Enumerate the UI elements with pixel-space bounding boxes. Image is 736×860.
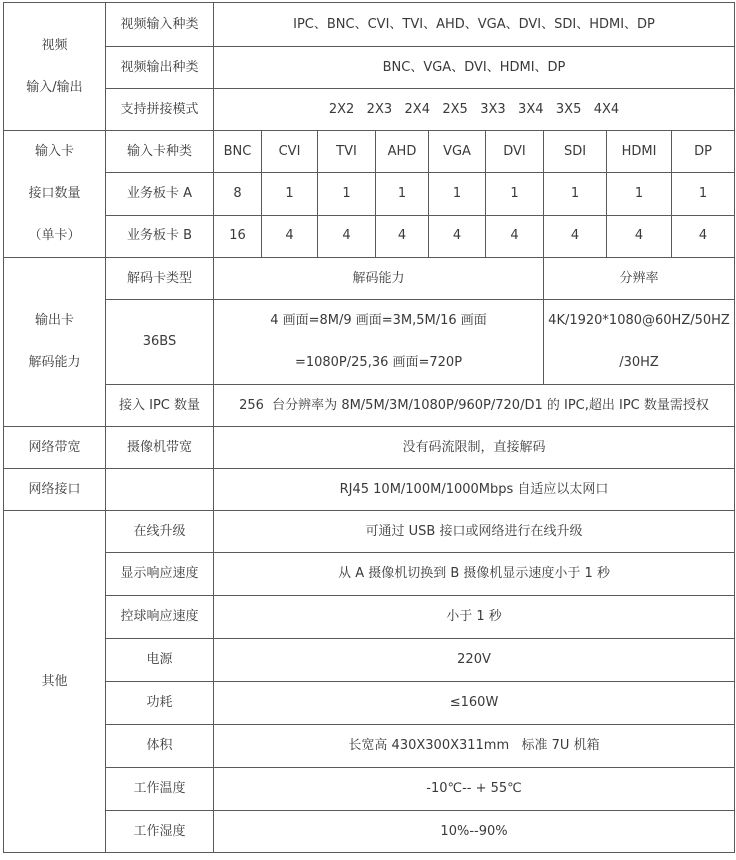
count-cell: 1	[607, 173, 672, 215]
count-cell: 1	[544, 173, 607, 215]
count-cell: 1	[486, 173, 544, 215]
category-line: （单卡）	[28, 228, 81, 243]
count-cell: 4	[672, 215, 735, 257]
card-type-cell: CVI	[262, 131, 318, 173]
card-type-cell: TVI	[318, 131, 376, 173]
row-value: RJ45 10M/100M/1000Mbps 自适应以太网口	[214, 469, 735, 511]
row-label: 在线升级	[106, 511, 214, 553]
count-cell: 4	[318, 215, 376, 257]
count-cell: 16	[214, 215, 262, 257]
table-row	[4, 427, 735, 469]
row-label: 显示响应速度	[106, 553, 214, 596]
table-row	[4, 131, 735, 173]
table-row	[4, 47, 735, 89]
row-label: 业务板卡 B	[106, 215, 214, 257]
category-line: 输出卡	[34, 313, 74, 328]
row-value: 从 A 摄像机切换到 B 摄像机显示速度小于 1 秒	[214, 553, 735, 596]
table-row	[4, 3, 735, 47]
table-row	[4, 300, 735, 385]
table-row	[4, 596, 735, 639]
row-value: BNC、VGA、DVI、HDMI、DP	[214, 47, 735, 89]
resolution-line: 4K/1920*1080@60HZ/50HZ	[548, 313, 730, 328]
card-type-cell: SDI	[544, 131, 607, 173]
row-label: 支持拼接模式	[106, 89, 214, 131]
row-value: 220V	[214, 639, 735, 682]
row-label: 电源	[106, 639, 214, 682]
decoder-model: 36BS	[106, 300, 214, 385]
card-type-cell: DVI	[486, 131, 544, 173]
row-label: 输入卡种类	[106, 131, 214, 173]
table-row	[4, 553, 735, 596]
row-value: ≤160W	[214, 682, 735, 725]
category-line: 输入卡	[34, 144, 74, 159]
resolution-line: /30HZ	[619, 355, 659, 370]
category-input-card	[4, 131, 106, 258]
table-row	[4, 258, 735, 300]
count-cell: 1	[262, 173, 318, 215]
count-cell: 4	[544, 215, 607, 257]
card-type-cell: AHD	[376, 131, 429, 173]
table-row	[4, 469, 735, 511]
row-label: 控球响应速度	[106, 596, 214, 639]
capability-line: 4 画面=8M/9 画面=3M,5M/16 画面	[270, 313, 487, 328]
count-cell: 8	[214, 173, 262, 215]
column-header: 分辨率	[544, 258, 735, 300]
row-label: 视频输出种类	[106, 47, 214, 89]
table-row	[4, 639, 735, 682]
row-label: 工作温度	[106, 768, 214, 811]
card-type-cell: DP	[672, 131, 735, 173]
count-cell: 4	[262, 215, 318, 257]
spec-table	[3, 2, 735, 853]
row-value: 10%--90%	[214, 811, 735, 853]
card-type-cell: HDMI	[607, 131, 672, 173]
row-label: 摄像机带宽	[106, 427, 214, 469]
table-row	[4, 682, 735, 725]
resolution	[544, 300, 735, 385]
row-label: 视频输入种类	[106, 3, 214, 47]
row-label: 工作湿度	[106, 811, 214, 853]
category-line: 输入/输出	[26, 79, 83, 95]
count-cell: 4	[429, 215, 486, 257]
count-cell: 1	[672, 173, 735, 215]
row-value: 2X2 2X3 2X4 2X5 3X3 3X4 3X5 4X4	[214, 89, 735, 131]
row-value: 没有码流限制，直接解码	[214, 427, 735, 469]
row-value: IPC、BNC、CVI、TVI、AHD、VGA、DVI、SDI、HDMI、DP	[214, 3, 735, 47]
row-value: 长宽高 430X300X311mm 标准 7U 机箱	[214, 725, 735, 768]
category-output-card	[4, 258, 106, 427]
table-row	[4, 173, 735, 215]
count-cell: 4	[376, 215, 429, 257]
table-row	[4, 811, 735, 853]
card-type-cell: BNC	[214, 131, 262, 173]
table-row	[4, 89, 735, 131]
table-row	[4, 768, 735, 811]
category-line: 解码能力	[28, 355, 81, 370]
row-label: 业务板卡 A	[106, 173, 214, 215]
row-value: 小于 1 秒	[214, 596, 735, 639]
count-cell: 4	[607, 215, 672, 257]
decode-capability	[214, 300, 544, 385]
column-header: 解码能力	[214, 258, 544, 300]
row-label: 体积	[106, 725, 214, 768]
card-type-cell: VGA	[429, 131, 486, 173]
category-other: 其他	[4, 511, 106, 853]
category-network-interface: 网络接口	[4, 469, 106, 511]
category-network-bandwidth: 网络带宽	[4, 427, 106, 469]
row-label: 接入 IPC 数量	[106, 385, 214, 427]
row-value: 可通过 USB 接口或网络进行在线升级	[214, 511, 735, 553]
row-label: 功耗	[106, 682, 214, 725]
count-cell: 1	[318, 173, 376, 215]
category-line: 接口数量	[28, 186, 81, 201]
row-label: 解码卡类型	[106, 258, 214, 300]
table-row	[4, 511, 735, 553]
row-value: -10℃-- + 55℃	[214, 768, 735, 811]
table-row	[4, 385, 735, 427]
table-row	[4, 215, 735, 257]
row-label	[106, 469, 214, 511]
category-line: 视频	[41, 37, 68, 53]
category-video	[4, 3, 106, 131]
row-value: 256 台分辨率为 8M/5M/3M/1080P/960P/720/D1 的 IPC,超出 IPC 数量需授权	[214, 385, 735, 427]
count-cell: 4	[486, 215, 544, 257]
table-row	[4, 725, 735, 768]
capability-line: =1080P/25,36 画面=720P	[294, 355, 463, 370]
count-cell: 1	[376, 173, 429, 215]
count-cell: 1	[429, 173, 486, 215]
